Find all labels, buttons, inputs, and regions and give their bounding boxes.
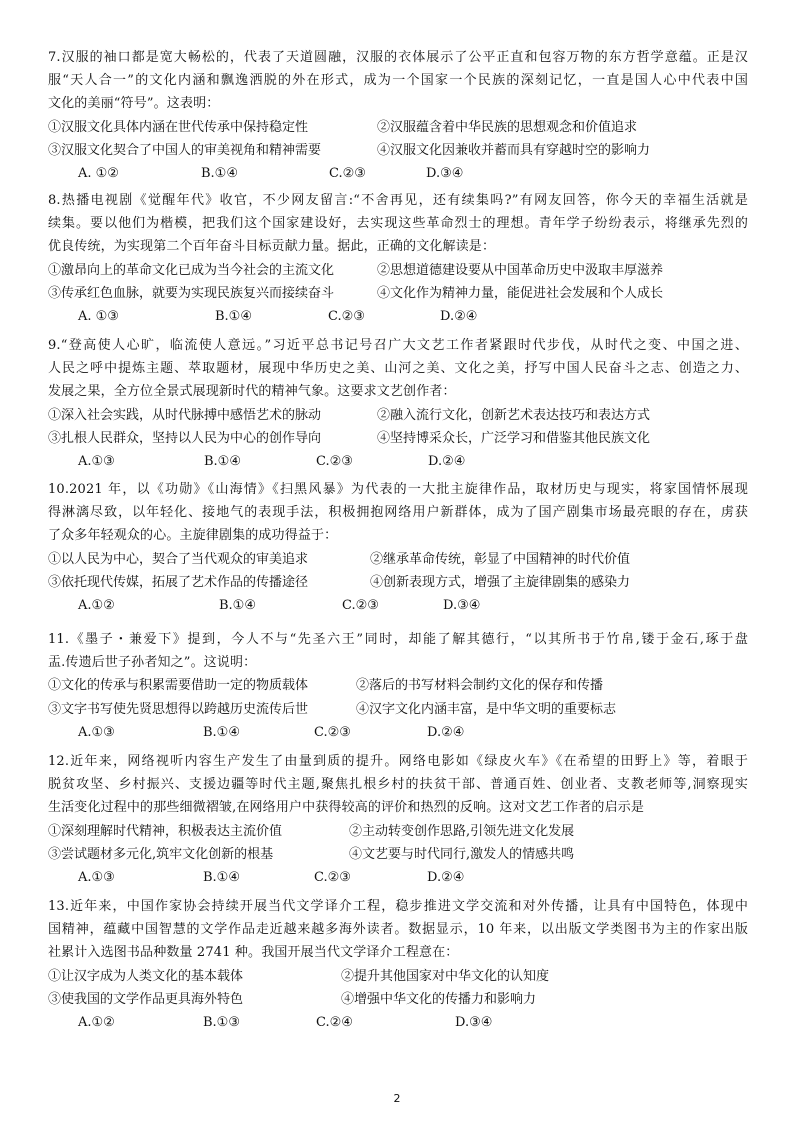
answer-choice-d[interactable]: D.②④ [427,869,465,885]
answer-choice-c[interactable]: C.②③ [329,165,366,181]
question-9-stem-line-1: 9.“登高使人心旷，临流使人意远。”习近平总书记号召广大文艺工作者紧跟时代步伐，从时代之变、中国之进、 [48,338,748,353]
statement-4: ④文艺要与时代同行,激发人的情感共鸣 [349,846,575,862]
question-10-answer-choices [48,594,748,617]
question-12 [48,750,748,889]
question-7-stem-line-3: 文化的美丽“符号”。这表明： [48,96,220,112]
question-7-answer-choices [48,162,748,185]
question-8 [48,189,748,328]
question-9-statement-row-1 [48,404,748,427]
statement-3: ③汉服文化契合了中国人的审美视角和精神需要 [48,142,322,158]
answer-choice-d[interactable]: D.②④ [440,308,478,324]
question-8-answer-choices [48,305,748,328]
statement-3: ③传承红色血脉，就要为实现民族复兴而接续奋斗 [48,285,335,301]
answer-choice-b[interactable]: B.①④ [201,165,238,181]
question-8-statement-row-2 [48,282,748,305]
statement-1: ①文化的传承与积累需要借助一定的物质载体 [48,678,309,694]
statement-2: ②落后的书写材料会制约文化的保存和传播 [356,678,604,694]
statement-4: ④增强中华文化的传播力和影响力 [341,991,537,1007]
answer-choice-c[interactable]: C.②③ [342,597,379,613]
answer-choice-a[interactable]: A. ①③ [78,308,119,324]
statement-1: ①汉服文化具体内涵在世代传承中保持稳定性 [48,119,309,135]
answer-choice-b[interactable]: B.①④ [204,453,241,469]
question-9-stem-line-2: 人民之呼中提炼主题、萃取题材，展现中华历史之美、山河之美、文化之美，抒写中国人民奋斗之志、创造之力、 [48,361,748,377]
question-13-statement-row-2 [48,988,748,1011]
question-8-stem-line-1: 8.热播电视剧《觉醒年代》收官，不少网友留言:“不舍再见，还有续集吗?”有网友回答，你今天的幸福生活就是 [48,193,748,208]
question-12-statement-row-1 [48,820,748,843]
answer-choice-a[interactable]: A.①③ [78,453,115,469]
question-13-stem-line-3: 社累计入选图书品种数量 2741 种。我国开展当代文学译介工程意在： [48,945,459,961]
statement-3: ③文字书写使先贤思想得以跨越历史流传后世 [48,701,309,717]
question-13-stem-line-1: 13.近年来，中国作家协会持续开展当代文学译介工程，稳步推进文学交流和对外传播，让具有中国特色，体现中 [48,899,748,914]
answer-choice-a[interactable]: A.①② [78,597,115,613]
question-7-statement-row-1 [48,116,748,139]
statement-1: ①让汉字成为人类文化的基本载体 [48,968,244,984]
answer-choice-d[interactable]: D.③④ [455,1014,493,1030]
question-13 [48,895,748,1034]
question-12-stem-line-2: 脱贫攻坚、乡村振兴、支援边疆等时代主题,聚焦扎根乡村的扶贫干部、普通百姓、创业者、支教老师等,洞察现实 [48,777,748,793]
answer-choice-b[interactable]: B.①④ [219,597,256,613]
answer-choice-b[interactable]: B.①④ [203,869,240,885]
statement-2: ②思想道德建设要从中国革命历史中汲取丰厚滋养 [377,262,664,278]
statement-3: ③使我国的文学作品更具海外特色 [48,991,244,1007]
answer-choice-b[interactable]: B.①④ [215,308,252,324]
statement-3: ③尝试题材多元化,筑牢文化创新的根基 [48,846,274,862]
question-12-stem-line-3: 生活变化过程中的那些细微褶皱,在网络用户中获得较高的评价和热烈的反响。这对文艺工作者的启示是 [48,800,645,816]
question-10-statement-row-2 [48,571,748,594]
statement-4: ④汉服文化因兼收并蓄而具有穿越时空的影响力 [377,142,651,158]
statement-2: ②融入流行文化，创新艺术表达技巧和表达方式 [377,407,651,423]
answer-choice-a[interactable]: A.①③ [78,869,115,885]
question-8-stem-line-2: 续集。要以他们为楷模，把我们这个国家建设好，去实现这些革命烈士的理想。青年学子纷纷表示，将继承先烈的 [48,216,748,232]
question-11 [48,628,748,744]
question-8-stem-line-3: 优良传统，为实现第二个百年奋斗目标贡献力量。据此，正确的文化解读是： [48,239,496,255]
answer-choice-c[interactable]: C.②③ [328,308,365,324]
question-10 [48,478,748,617]
question-9-statement-row-2 [48,427,748,450]
question-11-stem-line-2: 盂.传遗后世子孙者知之”。这说明： [48,655,257,671]
statement-2: ②主动转变创作思路,引领先进文化发展 [349,823,575,839]
answer-choice-b[interactable]: B.①③ [203,1014,240,1030]
question-10-stem-line-1: 10.2021 年，以《功勋》《山海情》《扫黑风暴》为代表的一大批主旋律作品，取材历史与现实，将家国情怀展现 [48,482,748,497]
question-10-stem-line-2: 得淋漓尽致，以年轻化、接地气的表现手法，积极拥抱网络用户新群体，成为了国产剧集市场最亮眼的存在，虏获 [48,505,748,521]
page-number: 2 [393,1092,401,1105]
statement-1: ①深刻理解时代精神，积极表达主流价值 [48,823,283,839]
question-11-statement-row-1 [48,674,748,697]
question-11-answer-choices [48,721,748,744]
answer-choice-a[interactable]: A.①③ [78,724,115,740]
question-9 [48,334,748,473]
answer-choice-c[interactable]: C.②③ [314,869,351,885]
question-7-stem-line-1: 7.汉服的袖口都是宽大畅松的，代表了天道圆融，汉服的衣体展示了公平正直和包容万物的东方哲学意蕴。正是汉 [48,50,748,65]
statement-4: ④坚持博采众长，广泛学习和借鉴其他民族文化 [377,430,651,446]
answer-choice-d[interactable]: D.②④ [427,724,465,740]
answer-choice-c[interactable]: C.②③ [316,453,353,469]
statement-1: ①深入社会实践，从时代脉搏中感悟艺术的脉动 [48,407,322,423]
answer-choice-c[interactable]: C.②④ [316,1014,353,1030]
question-7-statement-row-2 [48,139,748,162]
answer-choice-d[interactable]: D.③④ [443,597,481,613]
statement-4: ④创新表现方式，增强了主旋律剧集的感染力 [370,574,631,590]
statement-1: ①以人民为中心，契合了当代观众的审美追求 [48,551,309,567]
question-8-statement-row-1 [48,259,748,282]
statement-4: ④汉字文化内涵丰富，是中华文明的重要标志 [356,701,617,717]
statement-2: ②提升其他国家对中华文化的认知度 [341,968,550,984]
answer-choice-a[interactable]: A.①② [78,1014,115,1030]
answer-choice-c[interactable]: C.②③ [314,724,351,740]
question-7 [48,46,748,185]
answer-choice-d[interactable]: D.②④ [428,453,466,469]
question-12-stem-line-1: 12.近年来，网络视听内容生产发生了由量到质的提升。网络电影如《绿皮火车》《在希望的田野上》等，着眼于 [48,754,748,769]
answer-choice-b[interactable]: B.①④ [203,724,240,740]
question-7-stem-line-2: 服“天人合一”的文化内涵和飘逸洒脱的外在形式，成为一个国家一个民族的深刻记忆，一直是国人心中代表中国 [48,73,748,89]
statement-4: ④文化作为精神力量，能促进社会发展和个人成长 [377,285,664,301]
answer-choice-d[interactable]: D.③④ [426,165,464,181]
statement-1: ①激昂向上的革命文化已成为当今社会的主流文化 [48,262,335,278]
statement-3: ③依托现代传媒，拓展了艺术作品的传播途径 [48,574,309,590]
statement-3: ③扎根人民群众，坚持以人民为中心的创作导向 [48,430,322,446]
answer-choice-a[interactable]: A. ①② [78,165,119,181]
question-12-statement-row-2 [48,843,748,866]
statement-2: ②汉服蕴含着中华民族的思想观念和价值追求 [377,119,638,135]
question-13-stem-line-2: 国精神，蕴藏中国智慧的文学作品走近越来越多海外读者。数据显示，10 年来，以出版文学类图书为主的作家出版 [48,922,748,938]
question-9-answer-choices [48,450,748,473]
question-13-answer-choices [48,1011,748,1034]
question-13-statement-row-1 [48,965,748,988]
question-10-stem-line-3: 了众多年轻观众的心。主旋律剧集的成功得益于： [48,528,338,544]
question-11-statement-row-2 [48,698,748,721]
question-9-stem-line-3: 发展之果，全方位全景式展现新时代的精神气象。这要求文艺创作者： [48,384,456,400]
question-11-stem-line-1: 11.《墨子・兼爱下》提到，今人不与“先圣六王”同时，却能了解其德行，“以其所书于竹帛,镂于金石,琢于盘 [48,632,748,647]
question-12-answer-choices [48,866,748,889]
question-10-statement-row-1 [48,548,748,571]
statement-2: ②继承革命传统，彰显了中国精神的时代价值 [370,551,631,567]
